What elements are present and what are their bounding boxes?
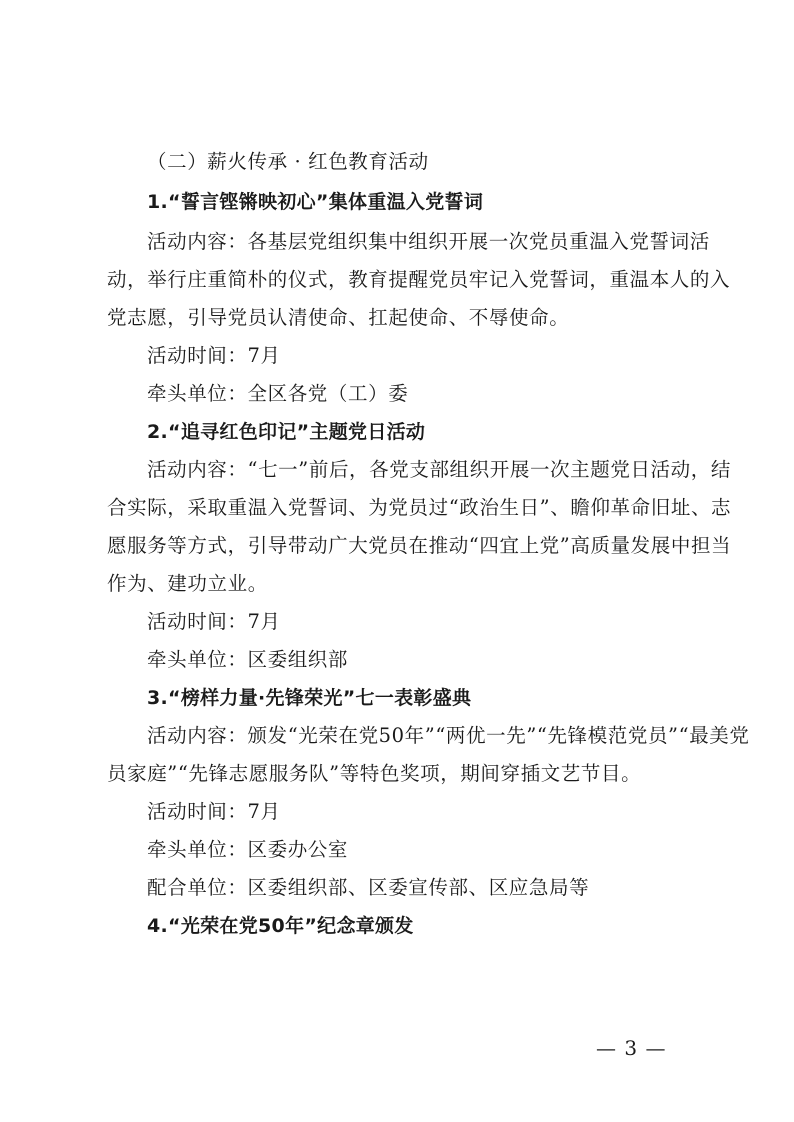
- item3-content-line1: 活动内容：颁发“光荣在党50年”“两优一先”“先锋模范党员”“最美党: [147, 724, 750, 747]
- item2-content-line3: 愿服务等方式，引导带动广大党员在推动“四宜上党”高质量发展中担当: [107, 534, 732, 557]
- item2-content-line2: 合实际，采取重温入党誓词、为党员过“政治生日”、瞻仰革命旧址、志: [107, 496, 732, 519]
- item2-content-line4: 作为、建功立业。: [107, 572, 268, 595]
- item3-time: 活动时间：7月: [147, 800, 281, 823]
- item1-lead-unit: 牵头单位：全区各党（工）委: [147, 382, 409, 405]
- item3-title: 3.“榜样力量·先锋荣光”七一表彰盛典: [147, 687, 472, 709]
- item2-time: 活动时间：7月: [147, 610, 281, 633]
- item3-cooperating-units: 配合单位：区委组织部、区委宣传部、区应急局等: [147, 876, 590, 899]
- page-number: — 3 —: [596, 1036, 667, 1060]
- section-heading: （二）薪火传承 · 红色教育活动: [147, 150, 429, 173]
- item1-content-line3: 党志愿，引导党员认清使命、扛起使命、不辱使命。: [107, 306, 570, 329]
- item2-lead-unit: 牵头单位：区委组织部: [147, 648, 349, 671]
- item1-time: 活动时间：7月: [147, 344, 281, 367]
- item3-content-line2: 员家庭”“先锋志愿服务队”等特色奖项，期间穿插文艺节目。: [107, 762, 642, 785]
- item1-content-line2: 动，举行庄重简朴的仪式，教育提醒党员牢记入党誓词，重温本人的入: [107, 268, 731, 291]
- item2-content-line1: 活动内容：“七一”前后，各党支部组织开展一次主题党日活动，结: [147, 458, 731, 481]
- item3-lead-unit: 牵头单位：区委办公室: [147, 838, 349, 861]
- item4-title: 4.“光荣在党50年”纪念章颁发: [147, 915, 414, 937]
- item2-title: 2.“追寻红色印记”主题党日活动: [147, 421, 426, 443]
- item1-title: 1.“誓言铿锵映初心”集体重温入党誓词: [147, 191, 484, 213]
- item1-content-line1: 活动内容：各基层党组织集中组织开展一次党员重温入党誓词活: [147, 230, 710, 253]
